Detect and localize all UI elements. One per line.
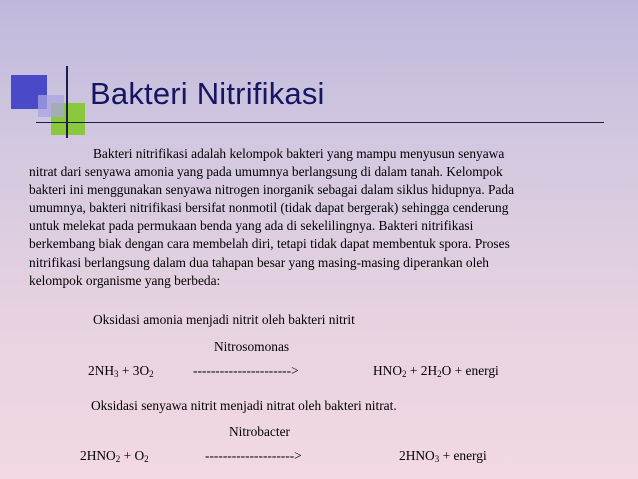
decor-tint-square [38, 95, 64, 117]
step2-reactants: $2HNO_2 + O_2$ [80, 448, 149, 464]
step1-organism: Nitrosomonas [214, 339, 290, 354]
decor-vertical-line [66, 66, 68, 138]
step1-heading: Oksidasi amonia menjadi nitrit oleh bakteri nitrit [93, 312, 355, 327]
step2-heading: Oksidasi senyawa nitrit menjadi nitrat oleh bakteri nitrat. [91, 398, 397, 413]
paragraph-line: Bakteri nitrifikasi adalah kelompok bakteri yang mampu menyusun senyawa [93, 146, 505, 161]
step2-arrow: --------------------> [205, 448, 302, 463]
step2-products: $2HNO_3$ + energi [399, 448, 487, 464]
slide-title: Bakteri Nitrifikasi [90, 76, 325, 111]
paragraph-line: untuk melekat pada permukaan benda yang ada di sekelilingnya. Bakteri nitrifikasi [29, 218, 474, 234]
title-underline [36, 122, 604, 123]
paragraph-line: umumnya, bakteri nitrifikasi bersifat nonmotil (tidak dapat bergerak) sehingga cenderung [29, 200, 509, 216]
step1-arrow: ----------------------> [193, 363, 299, 378]
paragraph-line: nitrifikasi berlangsung dalam dua tahapan besar yang masing-masing diperankan oleh [29, 254, 489, 270]
step1-products: $HNO_2 + 2H_2O$ + energi [373, 363, 499, 379]
paragraph-line: bakteri ini menggunakan senyawa nitrogen inorganik sebagai dalam siklus hidupnya. Pada [29, 182, 515, 198]
paragraph-line: nitrat dari senyawa amonia yang pada umumnya berlangsung di dalam tanah. Kelompok [29, 164, 503, 180]
step2-organism: Nitrobacter [229, 424, 290, 439]
step1-reactants: $2NH_3 + 3O_2$ [88, 363, 154, 379]
paragraph-line: berkembang biak dengan cara membelah diri, tetapi tidak dapat membentuk spora. Proses [29, 236, 510, 252]
paragraph-line: kelompok organisme yang berbeda: [29, 272, 221, 288]
intro-paragraph [29, 145, 619, 290]
